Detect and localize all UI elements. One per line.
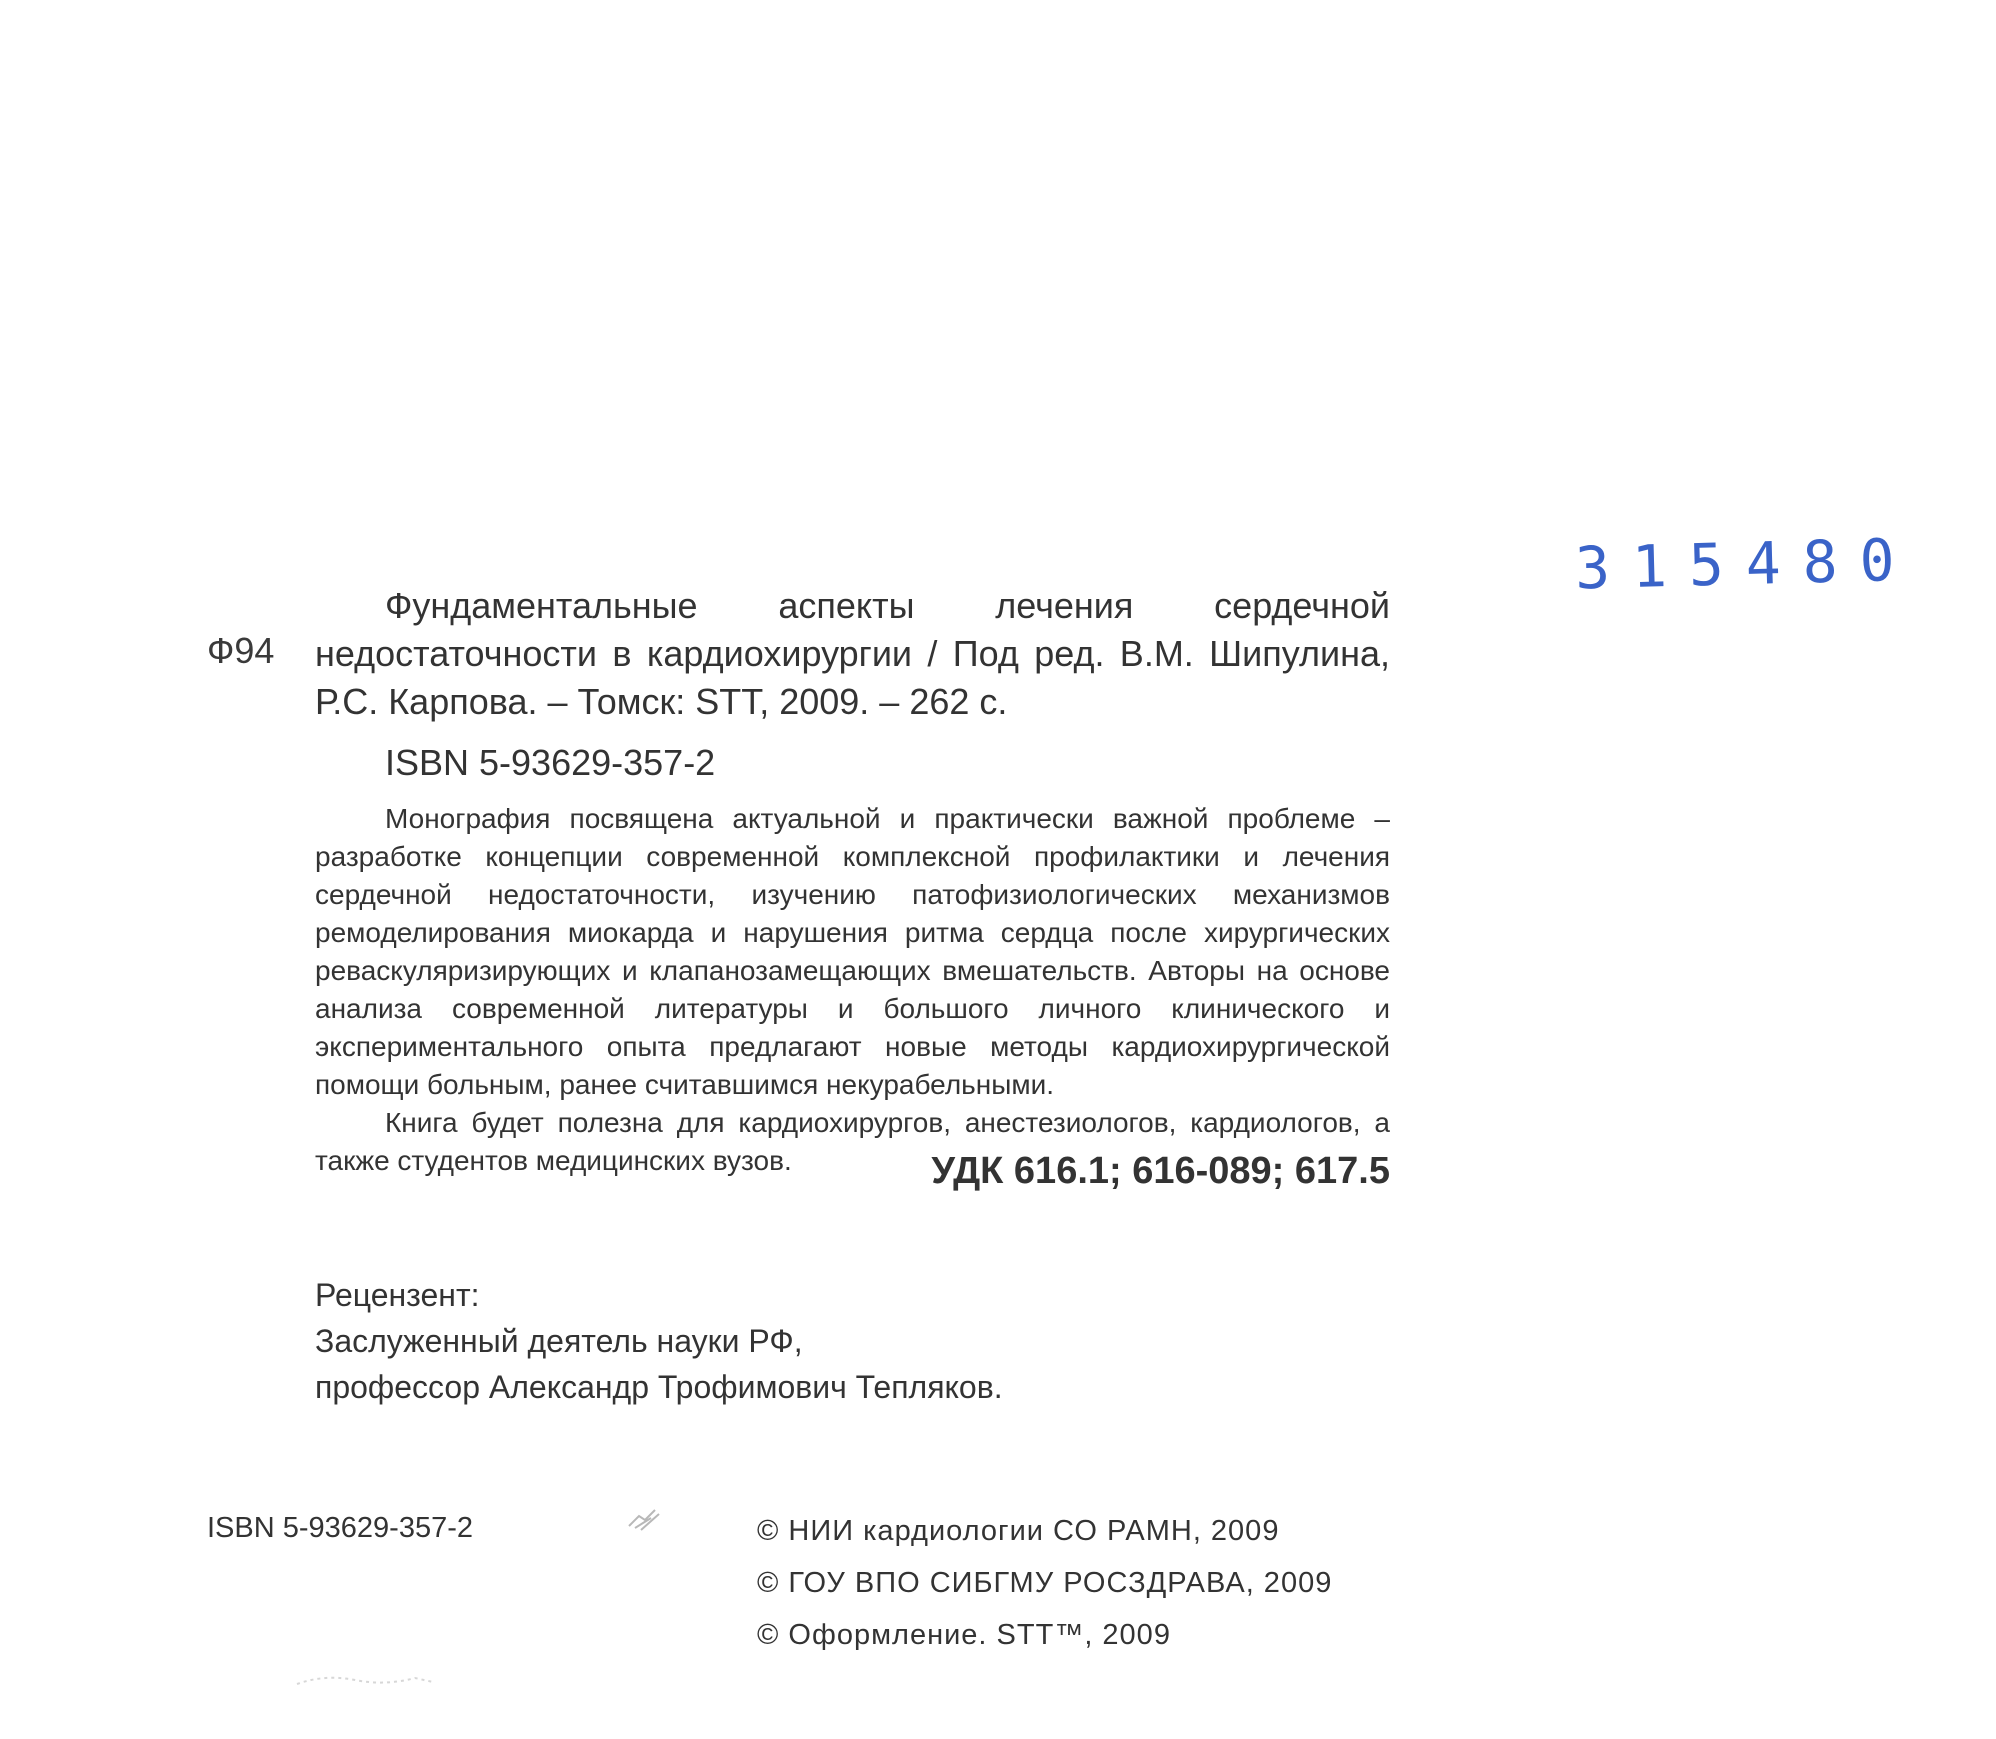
ink-smudge-mark [295,1670,435,1690]
isbn-footer: ISBN 5-93629-357-2 [207,1512,473,1544]
abstract [315,800,1390,1180]
reviewer-title: Заслуженный деятель науки РФ, [315,1323,803,1359]
abstract-paragraph: Монография посвящена актуальной и практически важной проблеме – разработке концепции современной комплексной профилактики и лечения сердечной недостаточности, изучению патофизиологических механизмов ремоделирования миокарда и нарушения ритма сердца после хирургических реваскуляризирующих и клапанозамещающих вмешательств. Авторы на основе анализа современной литературы и большого личного клинического и экспериментального опыта предлагают новые методы кардиохирургической помощи больным, ранее считавшимся некурабельными. [315,803,1390,1100]
abstract-paragraph: Книга будет полезна для кардиохирургов, анестезиологов, кардиологов, а также студентов медицинских вузов. [315,1107,1390,1176]
bibliographic-entry-text: Фундаментальные аспекты лечения сердечной недостаточности в кардиохирургии / Под ред. В.М. Шипулина, Р.С. Карпова. – Томск: STT, 2009. – 262 с. [315,585,1390,722]
copyright-list [757,1505,1332,1661]
library-class-code: Ф94 [207,630,275,671]
copyright-line: © ГОУ ВПО СИБГМУ РОСЗДРАВА, 2009 [757,1567,1333,1599]
udk-code: УДК 616.1; 616-089; 617.5 [931,1150,1390,1192]
isbn-catalog: ISBN 5-93629-357-2 [385,742,716,783]
inventory-stamp-number: 315480 [1574,525,1918,603]
copyright-line: © Оформление. STT™, 2009 [757,1619,1171,1651]
reviewer-name: профессор Александр Трофимович Тепляков. [315,1369,1003,1405]
ink-smudge-mark [625,1506,665,1534]
bibliographic-entry [315,582,1390,726]
reviewer-block [315,1272,1003,1410]
copyright-line: © НИИ кардиологии СО РАМН, 2009 [757,1515,1280,1547]
reviewer-label: Рецензент: [315,1277,480,1313]
